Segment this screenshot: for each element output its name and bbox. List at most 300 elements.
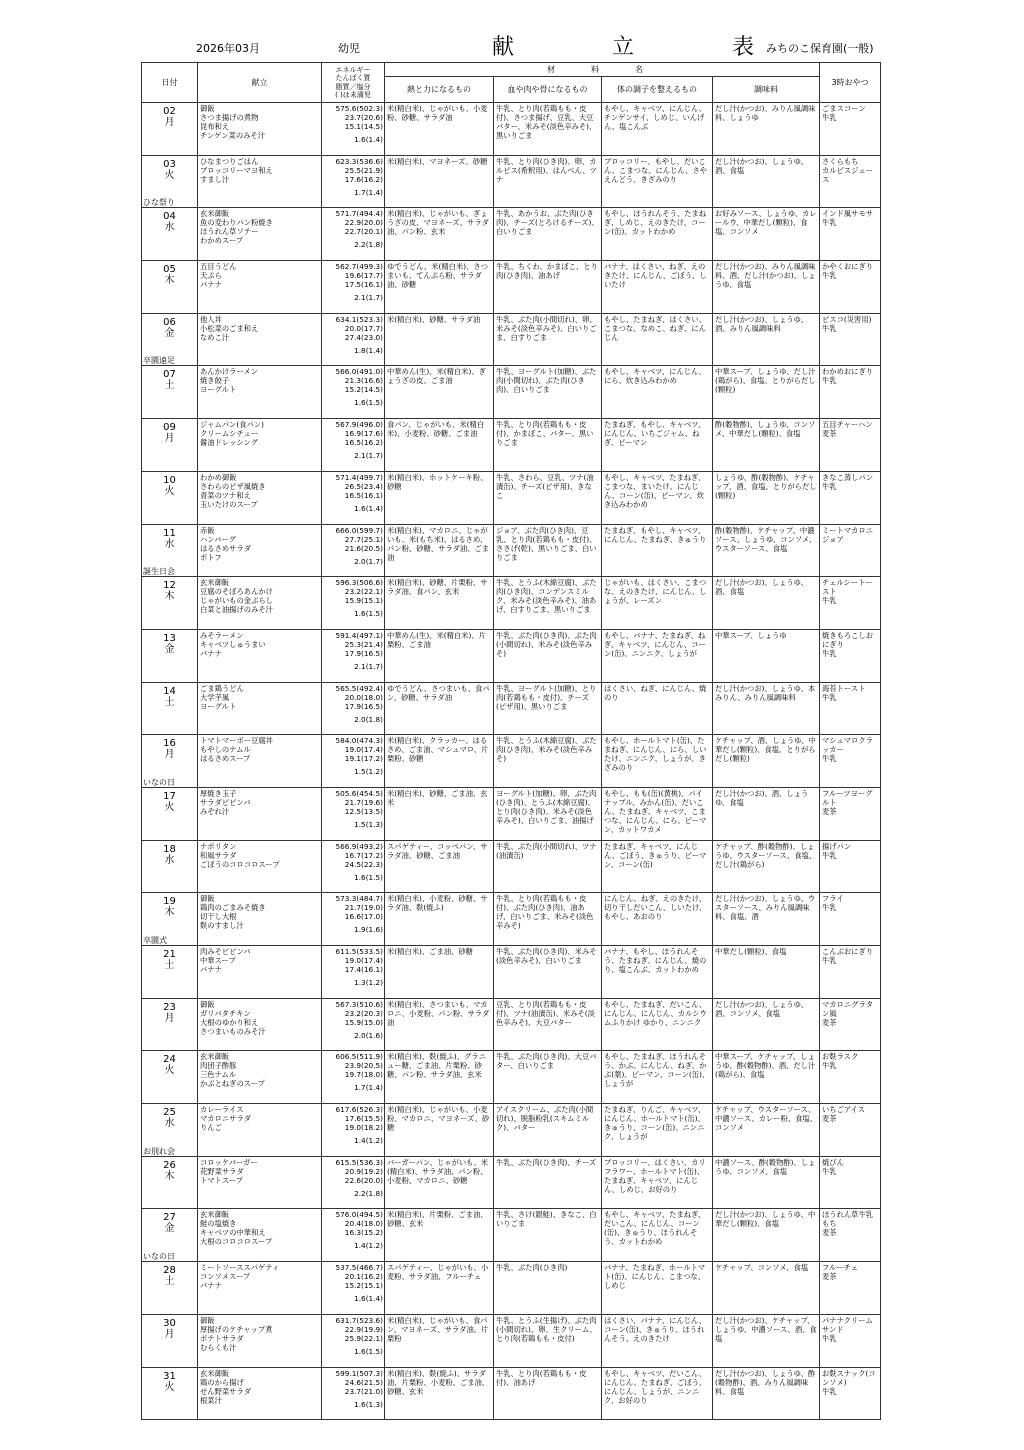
green-foods-cell: バナナ、たまねぎ、ホールトマト(缶)、にんじん、こまつな、しめじ (602, 1262, 713, 1315)
menu-item: 厚焼き玉子 (200, 788, 237, 798)
nutrition-value: 16.6(17.0) (344, 912, 383, 922)
red-foods-cell: 中華めん(生)、米(精白米)、片栗粉、ごま油 (385, 629, 494, 682)
yellow-foods-cell: 牛乳、ぶた肉(小間切れ)、ツナ(油漬缶) (494, 840, 602, 893)
seasonings-cell: 酢(穀物酢)、ケチャップ、中濃ソース、しょうゆ、コンソメ、ウスターソース、食塩 (713, 524, 820, 577)
menu-item: ハンバーグ (200, 534, 236, 544)
red-foods-cell: スパゲティー、コッペパン、サラダ油、砂糖、ごま油 (385, 840, 494, 893)
nutrition-value: 17.6(16.2) (344, 174, 383, 184)
yellow-foods-cell: 牛乳、ヨーグルト(加糖)、とり肉(若鶏もも・皮付)、チーズ(ピザ用)、黒いりごま (494, 682, 602, 735)
nutrition-cell (322, 946, 385, 999)
nutrition-cell (322, 471, 385, 524)
table-row (142, 1262, 881, 1315)
menu-cell (198, 840, 322, 893)
nutrition-cell (322, 735, 385, 788)
weekday: 土 (164, 696, 175, 708)
snack-item: わかめおにぎり (822, 367, 874, 377)
snack-item: マシュマロクラッカー (822, 736, 873, 755)
green-foods-cell: ブロッコリー、もやし、だいこん、こまつな、にんじん、さやえんどう、きざみのり (602, 155, 713, 208)
snack-item: 牛乳 (822, 956, 837, 965)
menu-item: 大根のコロコロスープ (200, 1237, 273, 1247)
menu-item: ごぼうのコロコロスープ (200, 859, 280, 869)
snack-item: ジョア (822, 534, 844, 544)
table-row (142, 471, 881, 524)
nutrition-value: 631.7(523.6) (335, 1315, 383, 1325)
menu-item: ブロッコリーマヨ和え (200, 165, 273, 175)
snack-item: 焼きもろこしおにぎり (822, 630, 874, 649)
yellow-foods-cell: 牛乳、とり肉(ひき肉)、卵、カルピス(希釈用)、はんぺん、ツナ (494, 155, 602, 208)
snack-cell (820, 787, 881, 840)
menu-item: 中華スープ (200, 956, 236, 965)
green-foods-cell: もやし、ほうれんそう、たまねぎ、しめじ、えのきたけ、コーン(缶)、カットわかめ (602, 208, 713, 261)
nutrition-value: 2.0(1.8) (354, 714, 383, 724)
day-number: 25 (163, 1107, 176, 1119)
nutrition-value: 567.3(510.6) (335, 999, 383, 1009)
green-foods-cell: バナナ、はくさい、ねぎ、えのきたけ、にんじん、ごぼう、しいたけ (602, 261, 713, 314)
event-label: 卒園式 (143, 936, 167, 945)
menu-item: せん野菜サラダ (200, 1386, 252, 1396)
menu-cell (198, 1156, 322, 1209)
red-foods-cell: スパゲティー、じゃがいも、小麦粉、サラダ油、フルーチェ (385, 1262, 494, 1315)
col-yellow: 血や肉や骨になるもの (494, 77, 602, 103)
table-row (142, 1104, 881, 1157)
snack-cell (820, 735, 881, 788)
nutrition-value: 666.0(599.7) (335, 525, 383, 535)
green-foods-cell: もやし、たまねぎ、だいこん、にんじん、にんじん、カルシウムふりかけ ゆかり、ニンニク (602, 998, 713, 1051)
menu-item: 玄米御飯 (200, 1052, 230, 1062)
yellow-foods-cell: 牛乳、ぶた肉(ひき肉) (494, 1262, 602, 1315)
weekday: 木 (164, 275, 175, 287)
nutrition-value: 599.1(507.3) (335, 1368, 383, 1378)
weekday: 月 (164, 749, 175, 761)
nutrition-cell (322, 629, 385, 682)
snack-item: かやくおにぎり (822, 262, 874, 272)
menu-item: ほうれん草ソテー (200, 227, 259, 237)
menu-item: すまし汁 (200, 174, 230, 184)
snack-item: 麦茶 (822, 806, 837, 816)
menu-item: みぞれ汁 (200, 806, 230, 816)
weekday: 金 (164, 327, 175, 339)
seasonings-cell: だし汁(かつお)、酒、しょうゆ、食塩 (713, 787, 820, 840)
table-row (142, 577, 881, 630)
table-row (142, 1367, 881, 1420)
day-number: 31 (163, 1370, 176, 1382)
snack-cell (820, 1367, 881, 1420)
menu-item: 鶏のから揚げ (200, 1377, 244, 1387)
date-cell (142, 735, 198, 788)
date-cell (142, 787, 198, 840)
yellow-foods-cell: ヨーグルト(加糖)、卵、ぶた肉(ひき肉)、とうふ(木綿豆腐)、とり肉(ひき肉)、米みそ(淡色辛みそ)、白いりごま、油揚げ (494, 787, 602, 840)
weekday: 水 (164, 538, 175, 550)
nutrition-value: 537.5(466.7) (335, 1263, 383, 1273)
table-row (142, 1051, 881, 1104)
yellow-foods-cell: 牛乳、あかうお、ぶた肉(ひき肉)、チーズ(とろけるチーズ)、白いりごま (494, 208, 602, 261)
nutrition-cell (322, 419, 385, 472)
nutrition-value: 19.7(18.0) (344, 1070, 383, 1080)
nutrition-value: 25.5(21.9) (344, 165, 383, 175)
weekday: 木 (164, 1170, 175, 1182)
snack-item: チェルシートースト (822, 578, 873, 597)
red-foods-cell: 中華めん(生)、米(精白米)、ぎょうざの皮、ごま油 (385, 366, 494, 419)
snack-cell (820, 1156, 881, 1209)
menu-item: みそラーメン (200, 630, 244, 640)
snack-item: 牛乳 (822, 376, 837, 386)
snack-item: お麩ラスク (822, 1052, 859, 1062)
menu-cell (198, 1104, 322, 1157)
yellow-foods-cell: 牛乳、ぶた肉(ひき肉)、チーズ (494, 1156, 602, 1209)
nutrition-value: 19.0(17.4) (344, 956, 383, 965)
menu-cell (198, 313, 322, 366)
menu-item: 玄米御飯 (200, 578, 230, 588)
menu-item: 魚の変わりパン粉焼き (200, 218, 273, 228)
nutrition-value: 15.9(15.1) (344, 596, 383, 606)
snack-item: 牛乳 (822, 692, 837, 702)
nutrition-value: 21.3(16.6) (344, 376, 383, 386)
nutrition-cell (322, 208, 385, 261)
menu-item: コンソメスープ (200, 1272, 251, 1282)
menu-item: 玉いたけのスープ (200, 499, 258, 509)
yellow-foods-cell: 牛乳、ぶた肉(ひき肉)、ぶた肉(小間切れ)、米みそ(淡色辛みそ) (494, 629, 602, 682)
date-cell (142, 366, 198, 419)
nutrition-value: 2.0(1.7) (354, 556, 383, 566)
weekday: 木 (164, 591, 175, 603)
red-foods-cell: 米(精白米)、じゃがいも、食パン、マヨネーズ、サラダ油、片栗粉 (385, 1314, 494, 1367)
table-row (142, 419, 881, 472)
table-row (142, 155, 881, 208)
red-foods-cell: 米(精白米)、クラッカー、はるさめ、ごま油、マシュマロ、片栗粉、砂糖 (385, 735, 494, 788)
snack-item: 牛乳 (822, 271, 837, 281)
menu-cell (198, 682, 322, 735)
yellow-foods-cell: 牛乳、とり肉(若鶏もも・皮付)、さつま揚げ、豆乳、大豆バター、米みそ(淡色辛みそ)、黒いりごま (494, 103, 602, 156)
nutrition-value: 1.7(1.4) (354, 1083, 383, 1093)
nutrition-value: 16.3(15.2) (344, 1228, 383, 1238)
snack-cell (820, 1262, 881, 1315)
red-foods-cell: 米(精白米)、麩(焼ふ)、サラダ油、片栗粉、小麦粉、ごま油、砂糖、玄米 (385, 1367, 494, 1420)
nutrition-cell (322, 682, 385, 735)
menu-item: 肉みそビビンバ (200, 947, 251, 956)
nutrition-value: 16.5(16.1) (344, 490, 383, 500)
yellow-foods-cell: 牛乳、ヨーグルト(加糖)、ぶた肉(小間切れ)、ぶた肉(ひき肉)、白いりごま (494, 366, 602, 419)
nutrition-value: 23.2(22.1) (344, 587, 383, 597)
menu-item: 厚揚げのケチャップ煮 (200, 1324, 273, 1334)
snack-item: 牛乳 (822, 1333, 837, 1343)
table-row (142, 366, 881, 419)
snack-cell (820, 1104, 881, 1157)
yellow-foods-cell: 牛乳、とり肉(若鶏もも・皮付)、ぶた肉(ひき肉)、油あげ、白いりごま、米みそ(淡色辛みそ) (494, 893, 602, 946)
nutrition-value: 17.6(15.5) (344, 1114, 383, 1124)
menu-item: 玄米御飯 (200, 209, 230, 219)
nutrition-value: 17.4(16.1) (344, 965, 383, 974)
weekday: 水 (164, 1118, 175, 1130)
table-row (142, 1209, 881, 1262)
menu-item: むらくも汁 (200, 1342, 237, 1352)
seasonings-cell: 中華スープ、しょうゆ、だし汁(鶏がら)、食塩、とりがらだし(顆粒) (713, 366, 820, 419)
date-cell (142, 313, 198, 366)
nutrition-value: 25.9(22.1) (344, 1333, 383, 1343)
seasonings-cell: 中華スープ、ケチャップ、しょうゆ、酢(穀物酢)、酒、だし汁(鶏がら)、食塩 (713, 1051, 820, 1104)
menu-item: ひなまつりごはん (200, 156, 259, 166)
nutrition-value: 21.6(20.5) (344, 543, 383, 553)
seasonings-cell: だし汁(かつお)、しょうゆ、酒、コンソメ、食塩 (713, 998, 820, 1051)
snack-item: 牛乳 (822, 850, 837, 860)
snack-item: 牛乳 (822, 323, 837, 333)
day-number: 16 (163, 738, 176, 750)
green-foods-cell: もやし、たまねぎ、ほうれんそう、かぶ、にんじん、ねぎ、かぶ(葉)、ピーマン、コーン(缶)、しょうが (602, 1051, 713, 1104)
menu-cell (198, 261, 322, 314)
menu-item: 鮭の塩焼き (200, 1219, 237, 1229)
day-number: 11 (163, 527, 176, 539)
red-foods-cell: 米(精白米)、小麦粉、砂糖、サラダ油、麩(焼ふ) (385, 893, 494, 946)
nutrition-cell (322, 998, 385, 1051)
snack-item: 牛乳 (822, 648, 837, 658)
red-foods-cell: 米(精白米)、マカロニ、じゃがいも、米(もち米)、はるさめ、パン粉、砂糖、サラダ油、ごま油 (385, 524, 494, 577)
nutrition-value: 22.6(20.0) (344, 1175, 383, 1185)
menu-item: 麩のすまし汁 (200, 921, 244, 931)
weekday: 水 (164, 222, 175, 234)
snack-item: カルピスジュース (822, 165, 873, 184)
menu-item: もやしのナムル (200, 745, 251, 755)
menu-item: 豆腐のそぼろあんかけ (200, 587, 273, 597)
day-number: 12 (163, 580, 176, 592)
date-cell (142, 1262, 198, 1315)
nutrition-value: 23.2(20.3) (344, 1008, 383, 1018)
menu-item: 昆布和え (200, 122, 230, 131)
nutrition-value: 2.1(1.7) (354, 661, 383, 671)
nutrition-value: 20.1(16.2) (344, 1272, 383, 1282)
snack-item: 海苔トースト (822, 683, 866, 693)
snack-cell (820, 1209, 881, 1262)
nutrition-value: 2.2(1.8) (354, 240, 383, 250)
green-foods-cell: もやし、キャベツ、にんじん、チンゲンサイ、しめじ、いんげん、塩こんぶ (602, 103, 713, 156)
seasonings-cell: だし汁(かつお)、しょうゆ、中華だし(顆粒)、食塩 (713, 1209, 820, 1262)
nutrition-value: 15.1(14.5) (344, 122, 383, 131)
date-cell (142, 682, 198, 735)
nutrition-value: 1.6(1.4) (354, 1294, 383, 1304)
snack-item: お麩スナック(コンソメ) (822, 1368, 876, 1387)
col-menu: 献立 (198, 63, 322, 103)
green-foods-cell: もやし、もも(缶)(黄桃)、パイナップル、みかん(缶)、だいこん、たまねぎ、キャベツ、こまつな、にんじん、にら、ピーマン、カットワカメ (602, 787, 713, 840)
menu-item: コロッケバーガー (200, 1157, 258, 1167)
menu-item: 玄米御飯 (200, 1210, 230, 1220)
yellow-foods-cell: 牛乳、ちくわ、かまぼこ、とり肉(ひき肉)、油あげ (494, 261, 602, 314)
day-number: 24 (163, 1054, 176, 1066)
snack-item: きなこ蒸しパン (822, 472, 874, 482)
yellow-foods-cell: 牛乳、さわら、豆乳、ツナ(油漬缶)、チーズ(ピザ用)、きなこ (494, 471, 602, 524)
nutrition-value: 576.0(494.5) (335, 1210, 383, 1220)
snack-cell (820, 577, 881, 630)
nutrition-cell (322, 1262, 385, 1315)
snack-item: 牛乳 (822, 1061, 837, 1071)
date-cell (142, 1209, 198, 1262)
seasonings-cell: お好みソース、しょうゆ、カレールウ、中華だし(顆粒)、食塩、コンソメ (713, 208, 820, 261)
menu-item: ガリバタチキン (200, 1008, 251, 1018)
date-cell (142, 208, 198, 261)
menu-item: ごま鶏うどん (200, 683, 244, 693)
menu-item: 醤油ドレッシング (200, 438, 258, 448)
nutrition-value: 505.6(454.5) (335, 788, 383, 798)
snack-item: フルーチェ (822, 1263, 858, 1273)
menu-item: 御飯 (200, 104, 215, 113)
snack-cell (820, 629, 881, 682)
weekday: 火 (164, 485, 175, 497)
snack-cell (820, 524, 881, 577)
nutrition-value: 12.5(13.5) (344, 806, 383, 816)
snack-item: 麦茶 (822, 429, 837, 439)
nutrition-value: 2.2(1.8) (354, 1188, 383, 1198)
date-cell (142, 419, 198, 472)
nutrition-value: 21.7(19.0) (344, 903, 383, 913)
menu-cell (198, 419, 322, 472)
nutrition-cell (322, 524, 385, 577)
menu-item: かぶとねぎのスープ (200, 1079, 265, 1089)
snack-cell (820, 155, 881, 208)
nutrition-value: 606.5(511.9) (335, 1052, 383, 1062)
page-title: 献 立 表 (492, 35, 793, 60)
nutrition-value: 22.7(20.1) (344, 227, 383, 237)
seasonings-cell: ケチャップ、酢(穀物酢)、しょうゆ、ウスターソース、食塩、だし汁(鶏がら) (713, 840, 820, 893)
nutrition-value: 617.6(526.3) (335, 1105, 383, 1115)
nutrition-value: 1.6(1.4) (354, 503, 383, 513)
yellow-foods-cell: 牛乳、とうふ(木綿豆腐)、ぶた肉(ひき肉)、米みそ(淡色辛みそ) (494, 735, 602, 788)
nutrition-cell (322, 1104, 385, 1157)
nutrition-value: 16.7(17.2) (344, 850, 383, 860)
menu-item: サラダビビンバ (200, 797, 251, 807)
table-row (142, 998, 881, 1051)
nutrition-value: 1.6(1.3) (354, 1399, 383, 1409)
nutrition-value: 562.7(499.3) (335, 262, 383, 272)
green-foods-cell: じゃがいも、はくさい、こまつな、えのきたけ、にんじん、しょうが、レーズン (602, 577, 713, 630)
nutrition-value: 19.0(18.2) (344, 1123, 383, 1133)
yellow-foods-cell: 牛乳、とり肉(若鶏もも・皮付)、油あげ (494, 1367, 602, 1420)
weekday: 金 (164, 1223, 175, 1235)
menu-item: トマトスープ (200, 1175, 243, 1185)
menu-item: あんかけラーメン (200, 367, 259, 377)
nutrition-value: 1.8(1.4) (354, 345, 383, 355)
snack-cell (820, 471, 881, 524)
snack-cell (820, 261, 881, 314)
seasonings-cell: だし汁(かつお)、しょうゆ、酒、食塩 (713, 155, 820, 208)
green-foods-cell: バナナ、もやし、ほうれんそう、たまねぎ、にんじん、焼のり、塩こんぶ、カットわかめ (602, 946, 713, 999)
yellow-foods-cell: 豆乳、とり肉(若鶏もも・皮付)、ツナ(油漬缶)、米みそ(淡色辛みそ)、大豆バター (494, 998, 602, 1051)
event-label: ひな祭り (143, 198, 175, 208)
green-foods-cell: もやし、キャベツ、にんじん、にら、炊き込みわかめ (602, 366, 713, 419)
nutrition-value: 20.0(17.7) (344, 323, 383, 333)
menu-cell (198, 629, 322, 682)
menu-item: さつまいものみそ汁 (200, 1026, 266, 1036)
menu-item: わかめ御飯 (200, 472, 237, 482)
seasonings-cell: 中華スープ、しょうゆ (713, 629, 820, 682)
month-label: 2026年03月 (196, 42, 260, 55)
green-foods-cell: もやし、バナナ、たまねぎ、ねぎ、キャベツ、にんじん、コーン(缶)、ニンニク、しょうが (602, 629, 713, 682)
weekday: 土 (164, 1276, 175, 1288)
nutrition-value: 591.4(497.1) (335, 630, 383, 640)
menu-item: キャベツの中華和え (200, 1228, 266, 1238)
day-number: 05 (163, 264, 176, 276)
nutrition-value: 1.6(1.5) (354, 609, 383, 619)
menu-item: 大学芋風 (200, 692, 230, 702)
col-green: 体の調子を整えるもの (602, 77, 713, 103)
menu-cell (198, 155, 322, 208)
nutrition-value: 567.9(496.0) (335, 420, 383, 430)
nutrition-cell (322, 155, 385, 208)
snack-item: フライ (822, 894, 844, 904)
snack-item: 牛乳 (822, 113, 837, 122)
red-foods-cell: 米(精白米)、ごま油、砂糖 (385, 946, 494, 999)
yellow-foods-cell: 牛乳、とり肉(若鶏もも・皮付)、かまぼこ、バター、黒いりごま (494, 419, 602, 472)
menu-item: クリームシチュー (200, 429, 259, 439)
menu-item: じゃがいもの金ぷらし (200, 596, 273, 606)
weekday: 火 (164, 801, 175, 813)
menu-cell (198, 471, 322, 524)
snack-cell (820, 313, 881, 366)
menu-item: ヨーグルト (200, 701, 237, 711)
snack-item: 牛乳 (822, 903, 837, 913)
menu-item: りんご (200, 1123, 222, 1133)
nutrition-value: 15.2(15.1) (344, 1281, 383, 1291)
day-number: 03 (163, 158, 176, 170)
menu-cell (198, 1209, 322, 1262)
nutrition-value: 1.5(1.2) (354, 767, 383, 777)
nutrition-value: 575.6(502.3) (335, 104, 383, 113)
red-foods-cell: 食パン、じゃがいも、米(精白米)、小麦粉、砂糖、ごま油 (385, 419, 494, 472)
snack-item: フルーツヨーグルト (822, 788, 873, 807)
grade-label: 幼児 (338, 42, 360, 55)
nutrition-value: 623.3(536.6) (335, 156, 383, 166)
menu-item: バナナ (200, 1281, 222, 1291)
red-foods-cell: 米(精白米)、じゃがいも、小麦粉、砂糖、サラダ油 (385, 103, 494, 156)
snack-cell (820, 208, 881, 261)
yellow-foods-cell: 牛乳、さけ(銀鮭)、きなこ、白いりごま (494, 1209, 602, 1262)
nutrition-cell (322, 893, 385, 946)
nutrition-value: 566.9(493.2) (335, 841, 383, 851)
nutrition-value: 1.5(1.3) (354, 819, 383, 829)
seasonings-cell: だし汁(かつお)、しょうゆ、ウスターソース、みりん風調味料、食塩、酒 (713, 893, 820, 946)
menu-item: なめこ汁 (200, 332, 230, 342)
green-foods-cell: たまねぎ、もやし、キャベツ、にんじん、たまねぎ、きゅうり (602, 524, 713, 577)
red-foods-cell: 米(精白米)、じゃがいも、ぎょうざの皮、マヨネーズ、サラダ油、パン粉、玄米 (385, 208, 494, 261)
day-number: 21 (163, 949, 176, 960)
yellow-foods-cell: 牛乳、ぶた肉(小間切れ)、卵、米みそ(淡色辛みそ)、白いりごま、白すりごま (494, 313, 602, 366)
nutrition-value: 17.9(16.5) (344, 701, 383, 711)
date-cell (142, 155, 198, 208)
nutrition-value: 19.6(17.7) (344, 271, 383, 281)
table-row (142, 103, 881, 156)
date-cell (142, 1367, 198, 1420)
menu-item: わかめスープ (200, 236, 244, 246)
table-row (142, 1314, 881, 1367)
menu-item: トマトマーボー豆腐丼 (200, 736, 273, 746)
nutrition-value: 2.1(1.7) (354, 451, 383, 461)
menu-cell (198, 787, 322, 840)
col-materials: 材 料 名 (385, 63, 820, 77)
snack-item: バナナクリームサンド (822, 1315, 873, 1334)
day-number: 26 (163, 1159, 176, 1171)
green-foods-cell: もやし、たまねぎ、はくさい、こまつな、なめこ、ねぎ、にんじん (602, 313, 713, 366)
snack-item: 麦茶 (822, 1228, 837, 1238)
menu-item: ミートソーススパゲティ (200, 1263, 280, 1273)
menu-item: はるさめスープ (200, 754, 251, 764)
snack-item: 牛乳 (822, 754, 837, 764)
red-foods-cell: 米(精白米)、ホットケーキ粉、砂糖 (385, 471, 494, 524)
table-row (142, 893, 881, 946)
green-foods-cell: たまねぎ、もやし、キャベツ、にんじん、いちごジャム、ねぎ、ピーマン (602, 419, 713, 472)
snack-item: いちごアイス (822, 1105, 866, 1115)
yellow-foods-cell: 牛乳、とうふ(木綿豆腐)、ぶた肉(ひき肉)、コンデンスミルク、米みそ(淡色辛みそ)、油あげ、白すりごま、黒いりごま (494, 577, 602, 630)
day-number: 13 (163, 632, 176, 644)
menu-item: 天ぷら (200, 271, 222, 281)
snack-item: さくらもち (822, 156, 859, 166)
table-row (142, 735, 881, 788)
red-foods-cell: 米(精白米)、マヨネーズ、砂糖 (385, 155, 494, 208)
